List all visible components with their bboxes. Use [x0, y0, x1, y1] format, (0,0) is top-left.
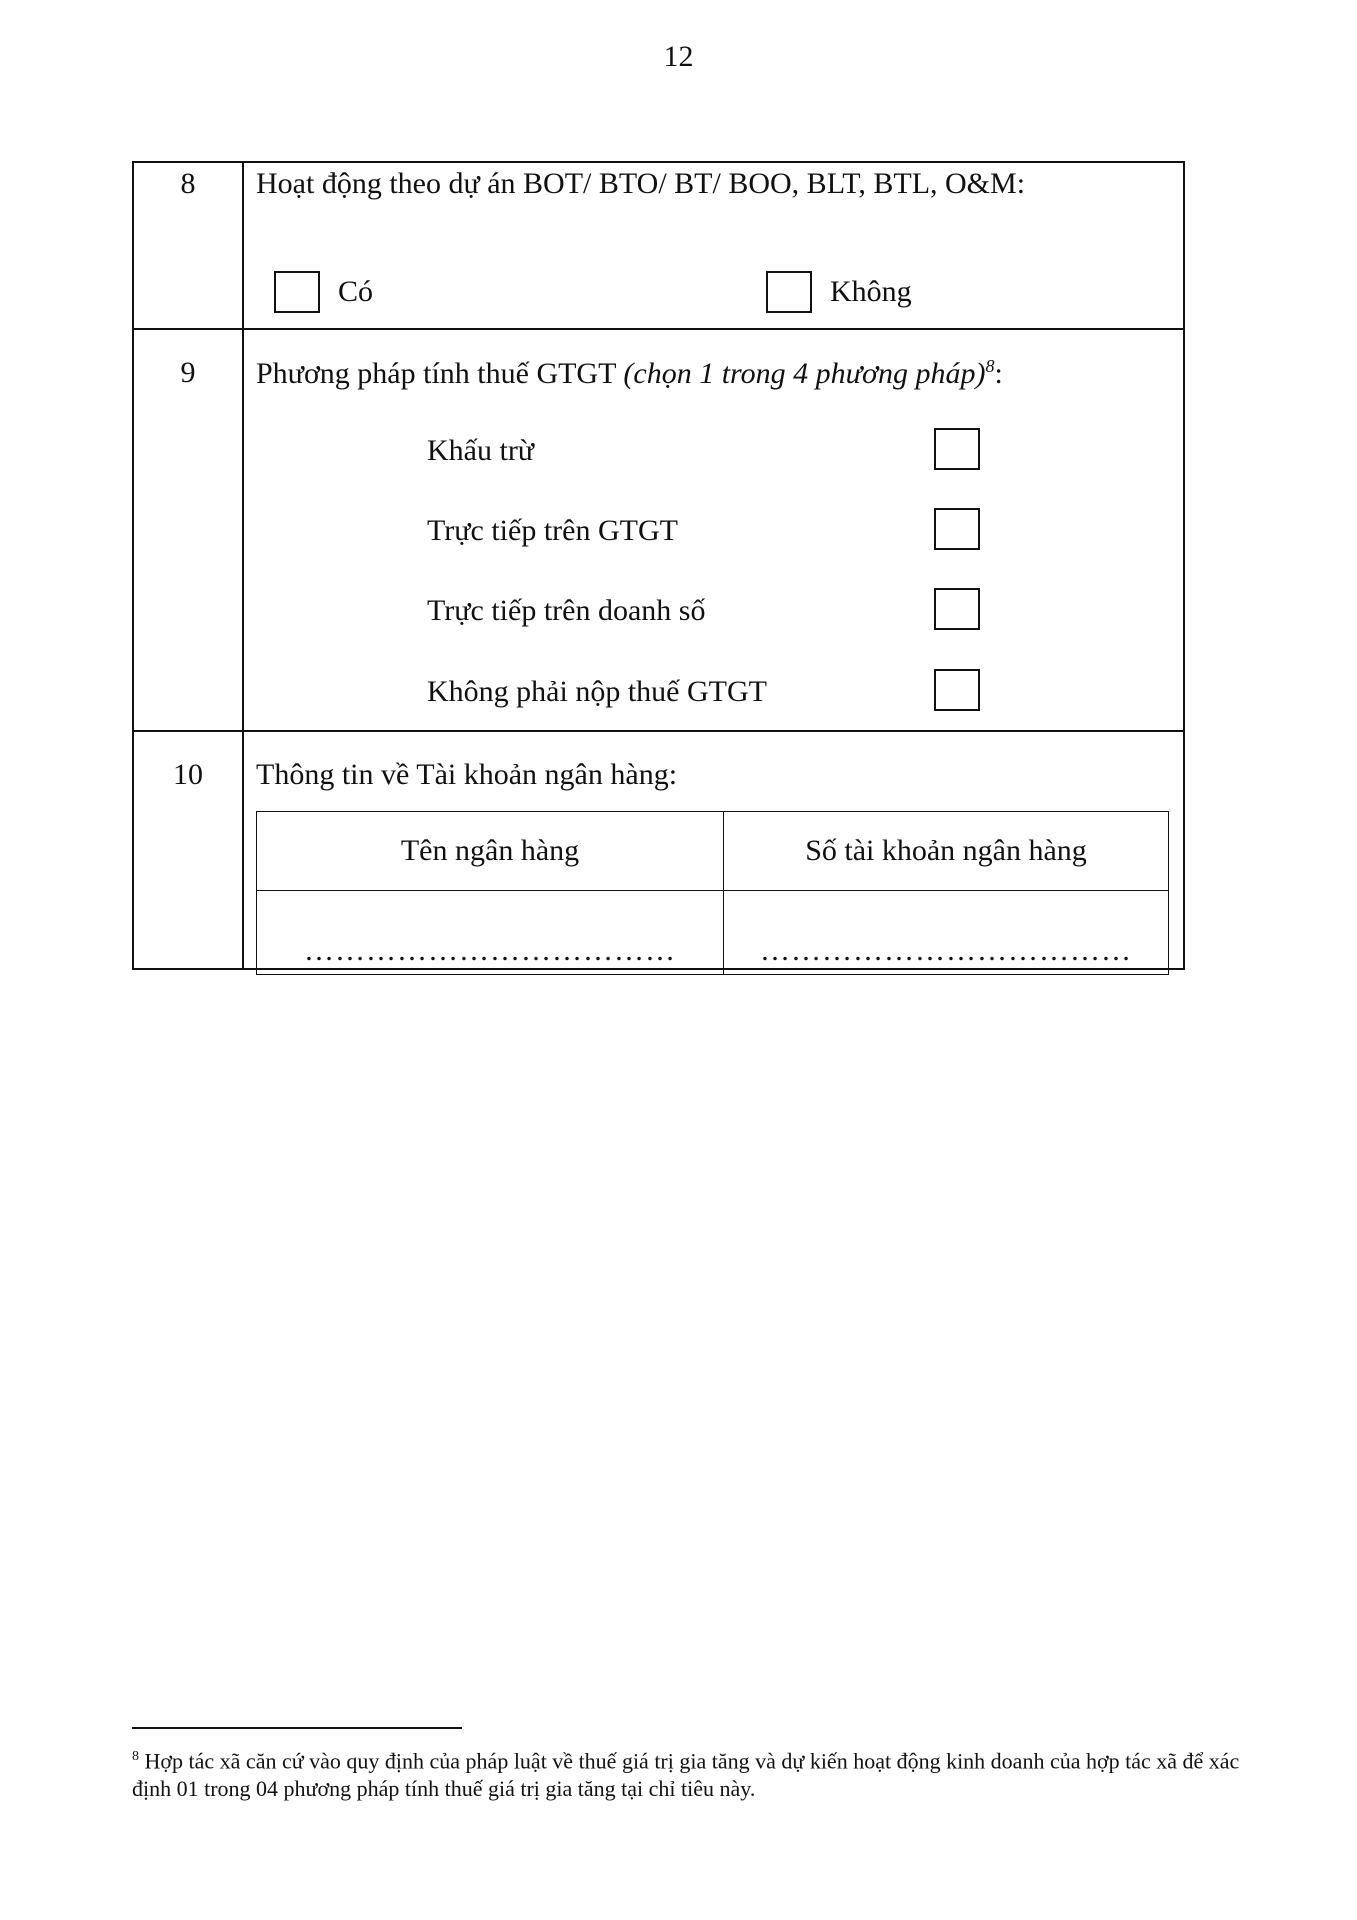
row-number: 8	[180, 167, 196, 200]
account-number-field[interactable]: ………………………………	[724, 891, 1169, 975]
method-exempt-label: Không phải nộp thuế GTGT	[427, 675, 767, 708]
footnote-mark: 8	[132, 1749, 139, 1764]
registration-form-table	[132, 161, 1185, 970]
footnote	[132, 1743, 1242, 1803]
method-deduction-label: Khấu trừ	[427, 434, 535, 467]
option-yes[interactable]	[274, 271, 373, 313]
method-direct-revenue-label: Trực tiếp trên doanh số	[427, 594, 706, 627]
yes-checkbox[interactable]	[274, 271, 320, 313]
footnote-text: Hợp tác xã căn cứ vào quy định của pháp luật về thuế giá trị gia tăng và dự kiến hoạt động kinh doanh của hợp tác xã để xác định 01 trong 04 phương pháp tính thuế giá trị gia tăng tại chỉ tiêu này.	[132, 1748, 1240, 1802]
form-row-8	[133, 162, 1184, 329]
form-row-10	[133, 731, 1184, 969]
bot-project-question: Hoạt động theo dự án BOT/ BTO/ BT/ BOO, BLT, BTL, O&M:	[256, 167, 1026, 200]
page-number: 12	[663, 40, 694, 73]
footnote-ref: 8	[985, 356, 995, 376]
method-direct-vat-label: Trực tiếp trên GTGT	[427, 514, 678, 547]
form-row-9	[133, 329, 1184, 731]
bank-account-heading: Thông tin về Tài khoản ngân hàng:	[256, 758, 678, 791]
row-number: 10	[173, 758, 203, 791]
bank-name-field[interactable]: ………………………………	[257, 891, 724, 975]
table-row	[257, 891, 1169, 975]
footnote-divider	[132, 1727, 462, 1729]
method-deduction-checkbox[interactable]	[934, 428, 980, 470]
bank-account-table	[256, 811, 1169, 975]
vat-method-heading: Phương pháp tính thuế GTGT (chọn 1 trong 4 phương pháp)$^8$:	[256, 356, 1003, 390]
no-label: Không	[830, 275, 912, 308]
method-exempt-checkbox[interactable]	[934, 669, 980, 711]
bank-name-header: Tên ngân hàng	[257, 812, 724, 891]
bank-table-header	[257, 812, 1169, 891]
method-direct-vat-checkbox[interactable]	[934, 508, 980, 550]
option-no[interactable]	[766, 271, 912, 313]
account-number-header: Số tài khoản ngân hàng	[724, 812, 1169, 891]
row-number: 9	[180, 356, 196, 389]
no-checkbox[interactable]	[766, 271, 812, 313]
method-direct-revenue-checkbox[interactable]	[934, 588, 980, 630]
yes-label: Có	[338, 275, 374, 308]
